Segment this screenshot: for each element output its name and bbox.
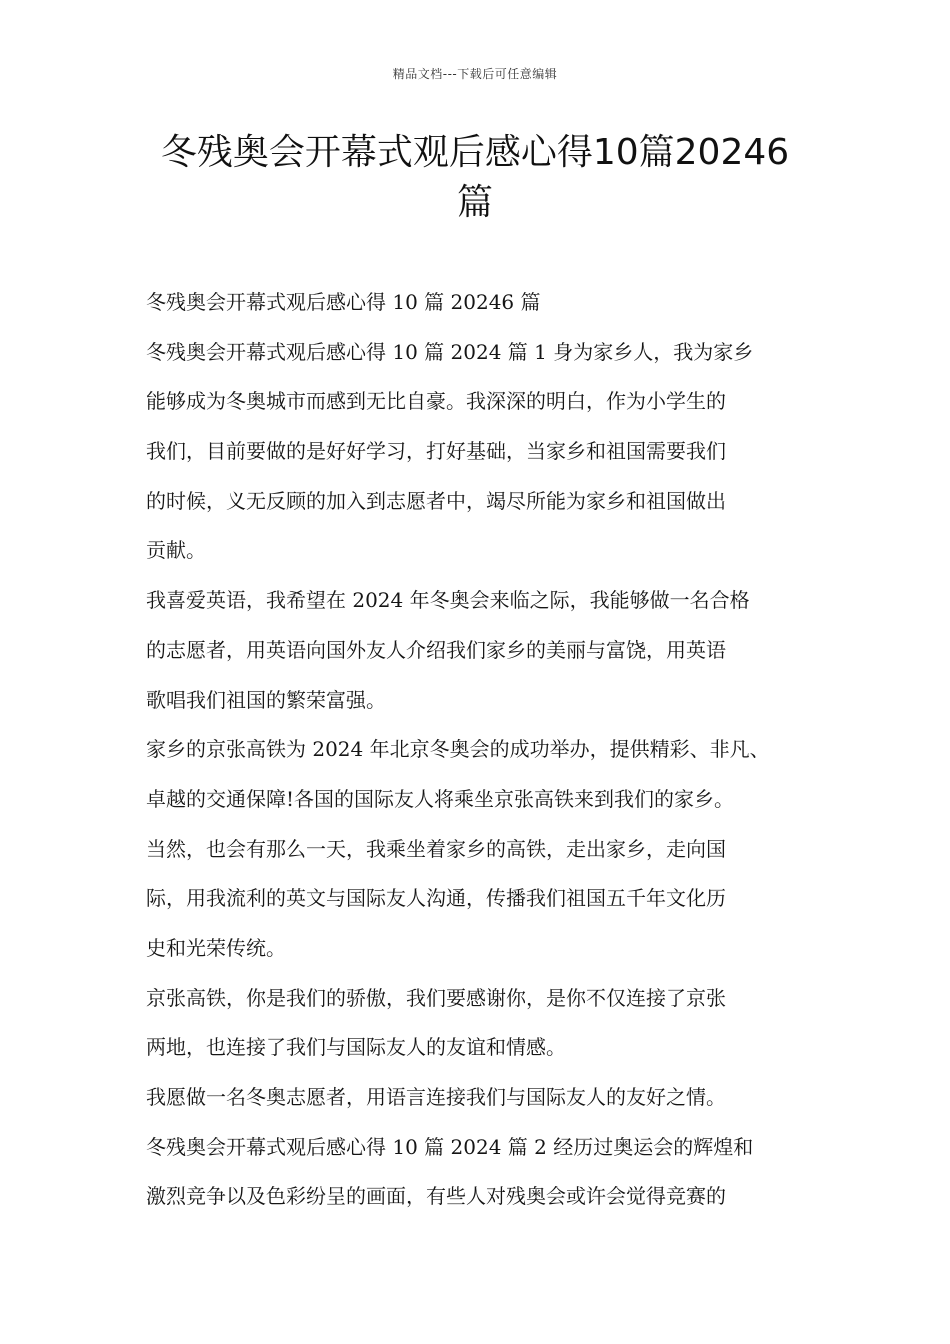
- paragraph: [146, 576, 836, 725]
- document-title: [120, 128, 830, 228]
- paragraph: [146, 1073, 836, 1123]
- text-line: 的志愿者，用英语向国外友人介绍我们家乡的美丽与富饶，用英语: [146, 637, 726, 662]
- text-line: 际，用我流利的英文与国际友人沟通，传播我们祖国五千年文化历: [146, 886, 726, 911]
- title-line-2: 篇: [456, 182, 493, 223]
- paragraph: [146, 1123, 836, 1222]
- text-line: 冬残奥会开幕式观后感心得 10 篇 2024 篇 2 经历过奥运会的辉煌和: [146, 1134, 754, 1159]
- paragraph: [146, 974, 836, 1073]
- text-line: 当然，也会有那么一天，我乘坐着家乡的高铁，走出家乡，走向国: [146, 836, 726, 861]
- text-line: 冬残奥会开幕式观后感心得 10 篇 20246 篇: [146, 290, 541, 314]
- text-line: 的时候，义无反顾的加入到志愿者中，竭尽所能为家乡和祖国做出: [146, 488, 726, 513]
- paragraph: [146, 825, 836, 974]
- document-body: [146, 278, 836, 1222]
- text-line: 我喜爱英语，我希望在 2024 年冬奥会来临之际，我能够做一名合格: [146, 588, 750, 613]
- text-line: 卓越的交通保障!各国的国际友人将乘坐京张高铁来到我们的家乡。: [146, 786, 735, 811]
- text-line: 贡献。: [146, 538, 206, 563]
- text-line: 激烈竞争以及色彩纷呈的画面，有些人对残奥会或许会觉得竞赛的: [146, 1184, 726, 1209]
- text-line: 冬残奥会开幕式观后感心得 10 篇 2024 篇 1 身为家乡人，我为家乡: [146, 339, 754, 364]
- text-line: 我愿做一名冬奥志愿者，用语言连接我们与国际友人的友好之情。: [146, 1085, 726, 1109]
- text-line: 史和光荣传统。: [146, 935, 286, 960]
- title-line-1: 冬残奥会开幕式观后感心得10篇20246: [160, 132, 790, 173]
- text-line: 我们，目前要做的是好好学习，打好基础，当家乡和祖国需要我们: [146, 439, 726, 464]
- paragraph: [146, 328, 836, 576]
- text-line: 歌唱我们祖国的繁荣富强。: [146, 687, 386, 712]
- header-note: 精品文档---下载后可任意编辑: [392, 67, 558, 81]
- text-line: 能够成为冬奥城市而感到无比自豪。我深深的明白，作为小学生的: [146, 389, 726, 414]
- text-line: 两地，也连接了我们与国际友人的友谊和情感。: [146, 1035, 566, 1060]
- text-line: 京张高铁，你是我们的骄傲，我们要感谢你，是你不仅连接了京张: [146, 985, 726, 1010]
- paragraph: [146, 725, 836, 824]
- text-line: 家乡的京张高铁为 2024 年北京冬奥会的成功举办，提供精彩、非凡、: [146, 737, 770, 762]
- paragraph: [146, 278, 836, 328]
